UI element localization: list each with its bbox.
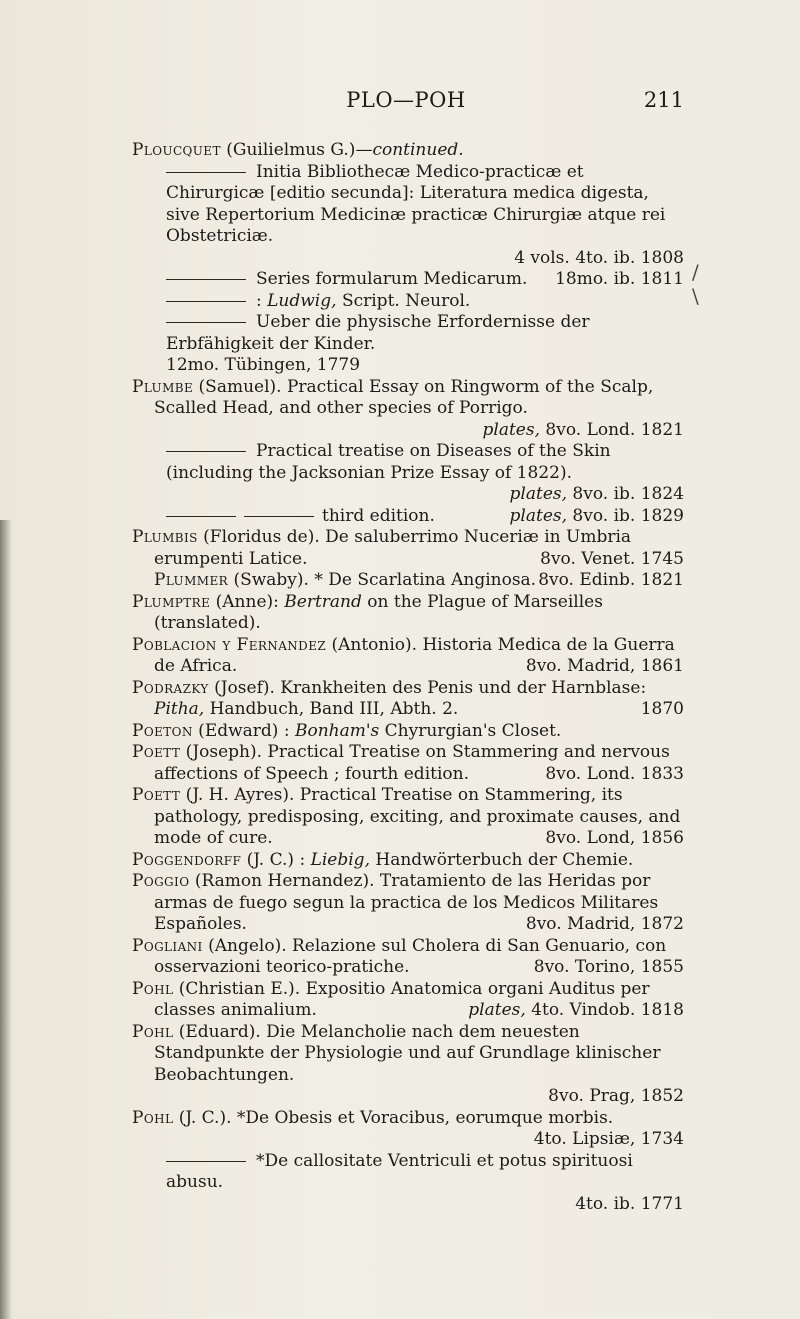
running-title: PLO—POH bbox=[346, 88, 466, 112]
entry-plumbe-treatise bbox=[132, 441, 684, 504]
ditto-dash bbox=[166, 301, 246, 302]
entry-plumbis bbox=[132, 527, 684, 570]
entry-poett-joseph bbox=[132, 742, 684, 785]
entry-text: (Ramon Hernandez). Tratamiento de las Heridas por armas de fuego segun la practica de los Medicos Militares Españoles. bbox=[154, 871, 659, 934]
entry-imprint: 8vo. Madrid, 1861 bbox=[525, 656, 684, 676]
entry-text: (Joseph). Practical Treatise on Stammering and nervous affections of Speech ; fourth edition. bbox=[154, 742, 670, 784]
entry-text: Initia Bibliothecæ Medico-practicæ et Chirurgicæ [editio secunda]: Literatura medica digesta, sive Repertorium Medicinæ practicæ Chirurgiæ atque rei Obstetriciæ. bbox=[166, 161, 666, 246]
entry-text: (Anne): bbox=[210, 591, 285, 612]
entry-text: (Swaby). * De Scarlatina Anginosa. bbox=[228, 570, 537, 590]
entry-author: Plumbis bbox=[132, 527, 198, 547]
margin-mark: \ bbox=[692, 284, 699, 308]
entry-imprint: 8vo. Torino, 1855 bbox=[533, 957, 684, 977]
page-header bbox=[128, 88, 684, 118]
entry-ploucquet-ludwig bbox=[132, 291, 684, 313]
entry-text: third edition. bbox=[322, 505, 435, 526]
entry-text: *De callositate Ventriculi et potus spirituosi abusu. bbox=[166, 1150, 633, 1192]
entry-ploucquet-initia bbox=[132, 162, 684, 270]
entry-text: Handbuch, Band III, Abth. 2. bbox=[204, 699, 459, 719]
entry-ploucquet-series bbox=[132, 269, 684, 291]
entry-italic: Liebig, bbox=[310, 849, 370, 870]
entry-poggio bbox=[132, 871, 684, 936]
entry-italic: Pitha, bbox=[154, 699, 205, 719]
entry-poeton bbox=[132, 721, 684, 743]
entry-author: Poggendorff bbox=[132, 849, 242, 870]
entry-text: Handwörterbuch der Chemie. bbox=[369, 849, 634, 870]
ditto-dash bbox=[166, 1161, 246, 1162]
entry-author: Plumptre bbox=[132, 591, 211, 612]
entry-imprint: 4to. Vindob. 1818 bbox=[525, 1000, 684, 1020]
entry-author: Plummer bbox=[154, 570, 229, 590]
page-number: 211 bbox=[643, 88, 684, 112]
entry-author: Pogliani bbox=[132, 935, 203, 956]
entry-poblacion bbox=[132, 635, 684, 678]
entry-imprint: 8vo. Prag, 1852 bbox=[548, 1086, 684, 1106]
entry-author: Poett bbox=[132, 742, 181, 762]
entry-text: (Christian E.). Expositio Anatomica organi Auditus per classes animalium. bbox=[154, 978, 650, 1020]
entry-italic: plates, bbox=[509, 484, 568, 504]
entry-imprint: 8vo. Madrid, 1872 bbox=[525, 914, 684, 934]
entry-italic: Ludwig, bbox=[267, 290, 337, 311]
entry-italic: plates, bbox=[468, 1000, 526, 1020]
entry-plumbe-third bbox=[132, 506, 684, 528]
bibliography-list bbox=[132, 140, 684, 1215]
entry-author: Poblacion y Fernandez bbox=[132, 634, 327, 655]
entry-text: Script. Neurol. bbox=[336, 290, 471, 311]
entry-text: (Eduard). Die Melancholie nach dem neuesten Standpunkte der Physiologie und auf Grundlage klinischer Beobachtungen. bbox=[154, 1021, 661, 1085]
entry-text: Practical treatise on Diseases of the Skin (including the Jacksonian Prize Essay of 1822). bbox=[166, 441, 611, 483]
entry-author: Poggio bbox=[132, 871, 190, 891]
ditto-dash bbox=[166, 451, 246, 452]
entry-text: (Edward) : bbox=[192, 720, 295, 741]
entry-author: Pohl bbox=[132, 1107, 174, 1128]
entry-text: Ueber die physische Erfordernisse der Erbfähigkeit der Kinder. bbox=[166, 312, 590, 354]
entry-pohl-jc bbox=[132, 1108, 684, 1151]
entry-text: (Antonio). Historia Medica de la Guerra de Africa. bbox=[154, 634, 675, 676]
entry-imprint: 8vo. ib. 1829 bbox=[567, 505, 684, 526]
entry-text: on the Plague of Marseilles (translated). bbox=[154, 591, 603, 633]
entry-text: (J. C.). *De Obesis et Voracibus, eorumque morbis. bbox=[173, 1107, 614, 1128]
entry-italic: plates, bbox=[482, 419, 540, 440]
entry-poggendorff bbox=[132, 850, 684, 872]
entry-plummer bbox=[132, 570, 684, 592]
entry-text: (J. H. Ayres). Practical Treatise on Stammering, its pathology, predisposing, exciting, and proximate causes, and mode of cure. bbox=[154, 785, 681, 848]
page-edge-shadow bbox=[0, 520, 12, 1319]
entry-imprint: 8vo. ib. 1824 bbox=[567, 484, 684, 504]
entry-text: Chyrurgian's Closet. bbox=[379, 720, 562, 741]
entry-imprint: 4 vols. 4to. ib. 1808 bbox=[514, 247, 684, 268]
ditto-dash bbox=[166, 172, 246, 173]
entry-author: Poett bbox=[132, 785, 181, 805]
entry-italic: Bertrand bbox=[284, 591, 362, 612]
entry-text: (Guilielmus G.)— bbox=[220, 140, 373, 160]
entry-prefix: : bbox=[256, 290, 268, 311]
entry-author: Podrazky bbox=[132, 677, 209, 698]
entry-imprint: 4to. ib. 1771 bbox=[575, 1193, 684, 1214]
entry-pohl-callositate bbox=[132, 1151, 684, 1216]
entry-poett-ayres bbox=[132, 785, 684, 850]
entry-ploucquet-ueber bbox=[132, 312, 684, 377]
entry-author: Poeton bbox=[132, 720, 193, 741]
entry-imprint: 8vo. Lond. 1833 bbox=[545, 763, 684, 784]
entry-imprint: 4to. Lipsiæ, 1734 bbox=[533, 1129, 684, 1149]
entry-imprint: 8vo. Lond, 1856 bbox=[545, 828, 684, 848]
entry-pohl-christian bbox=[132, 979, 684, 1022]
entry-author: Ploucquet bbox=[132, 140, 221, 160]
entry-author: Pohl bbox=[132, 978, 174, 999]
entry-text: (J. C.) : bbox=[241, 849, 311, 870]
ditto-dash bbox=[166, 516, 236, 517]
entry-italic: Bonham's bbox=[294, 720, 380, 741]
entry-imprint: 18mo. ib. 1811 bbox=[555, 269, 684, 289]
entry-imprint: 1870 bbox=[640, 699, 684, 719]
entry-text: (Josef). Krankheiten des Penis und der Harnblase: bbox=[208, 677, 647, 698]
entry-ploucquet bbox=[132, 140, 684, 162]
entry-imprint: 8vo. Lond. 1821 bbox=[540, 419, 684, 440]
entry-italic: plates, bbox=[509, 505, 568, 526]
entry-podrazky bbox=[132, 678, 684, 721]
entry-imprint: 8vo. Venet. 1745 bbox=[540, 548, 684, 569]
entry-text: (Angelo). Relazione sul Cholera di San Genuario, con osservazioni teorico-pratiche. bbox=[154, 935, 667, 977]
entry-continued: continued. bbox=[372, 140, 464, 160]
entry-text: (Samuel). Practical Essay on Ringworm of the Scalp, Scalled Head, and other species of Porrigo. bbox=[154, 376, 654, 418]
entry-pogliani bbox=[132, 936, 684, 979]
ditto-dash bbox=[166, 322, 246, 323]
ditto-dash bbox=[244, 516, 314, 517]
ditto-dash bbox=[166, 279, 246, 280]
entry-pohl-eduard bbox=[132, 1022, 684, 1108]
entry-text: Series formularum Medicarum. bbox=[256, 269, 528, 289]
margin-mark: / bbox=[692, 260, 699, 284]
entry-plumbe bbox=[132, 377, 684, 442]
entry-author: Pohl bbox=[132, 1021, 174, 1042]
entry-author: Plumbe bbox=[132, 376, 194, 397]
entry-text: (Floridus de). De saluberrimo Nuceriæ in Umbria erumpenti Latice. bbox=[154, 527, 632, 569]
entry-plumptre bbox=[132, 592, 684, 635]
entry-imprint: 8vo. Edinb. 1821 bbox=[538, 570, 684, 590]
entry-imprint: 12mo. Tübingen, 1779 bbox=[166, 355, 361, 375]
